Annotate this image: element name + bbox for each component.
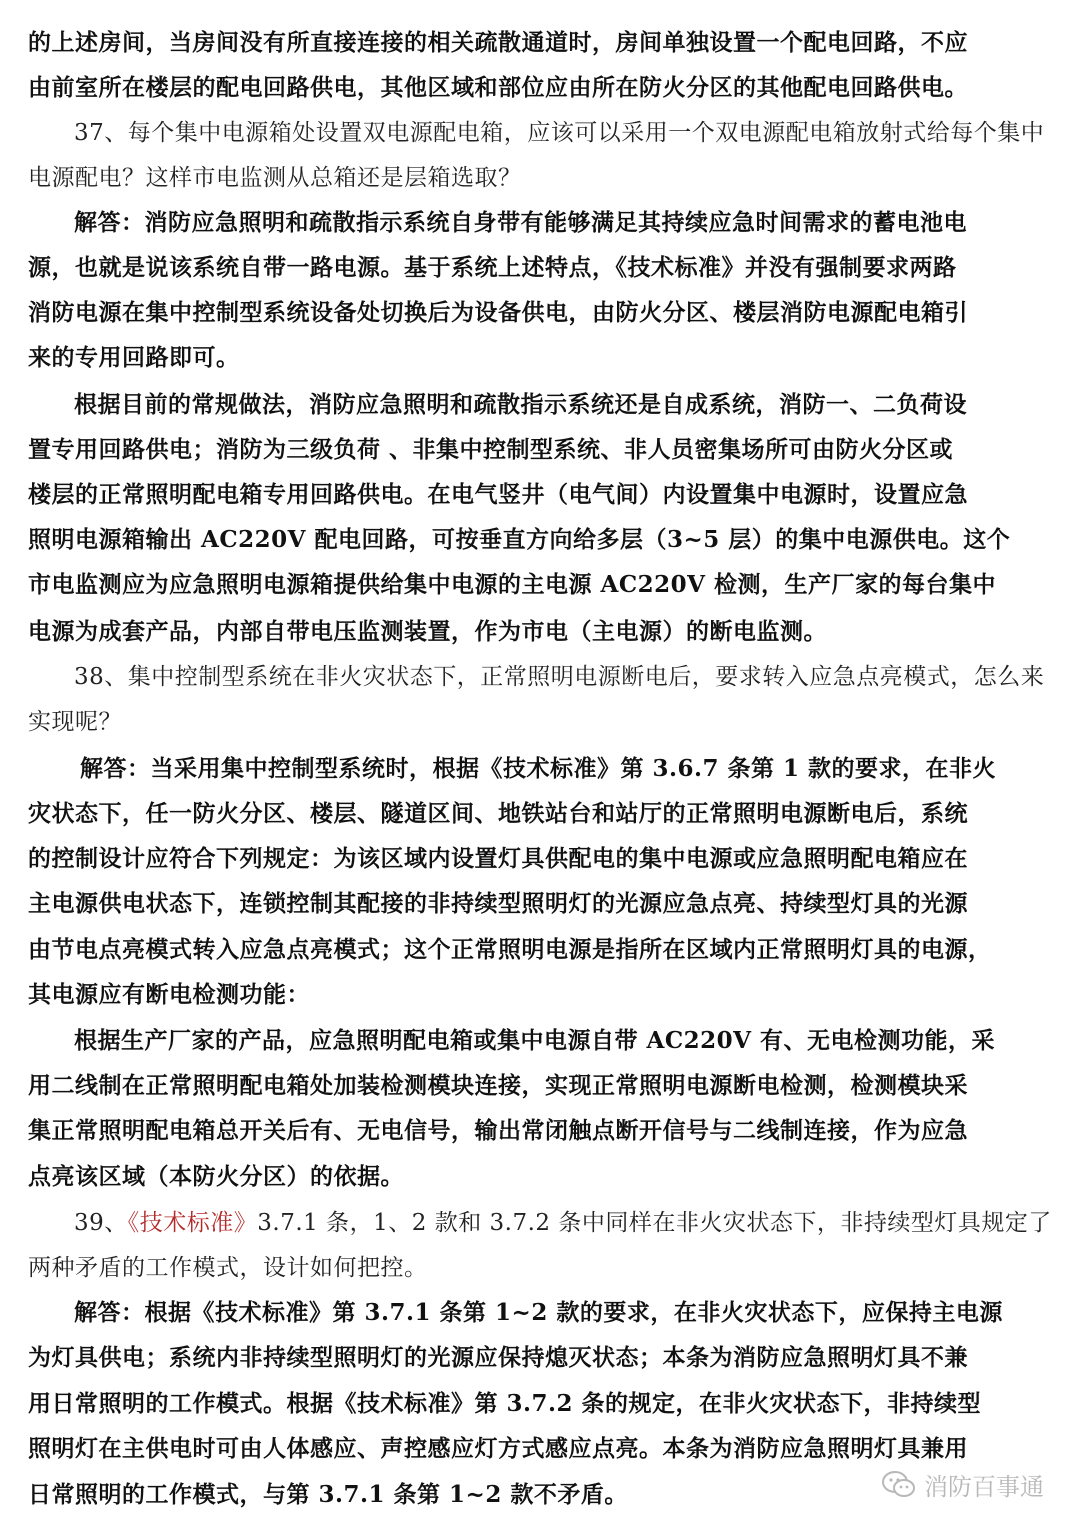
answer-line: 照明灯在主供电时可由人体感应、声控感应灯方式感应点亮。本条为消防应急照明灯具兼用 [28, 1435, 968, 1462]
answer-line: 解答：根据《技术标准》第 3.7.1 条第 1~2 款的要求，在非火灾状态下，应保持主电源 [74, 1299, 1003, 1326]
paragraph-line: 楼层的正常照明配电箱专用回路供电。在电气竖井（电气间）内设置集中电源时，设置应急 [28, 481, 968, 508]
paragraph-line: 根据生产厂家的产品，应急照明配电箱或集中电源自带 AC220V 有、无电检测功能，采 [74, 1027, 996, 1054]
watermark [882, 1467, 1044, 1502]
answer-line: 其电源应有断电检测功能： [28, 981, 310, 1008]
question-number: 39、 [74, 1210, 128, 1236]
answer-line: 由节电点亮模式转入应急点亮模式；这个正常照明电源是指所在区域内正常照明灯具的电源， [28, 936, 992, 963]
paragraph-line: 电源为成套产品，内部自带电压监测装置，作为市电（主电源）的断电监测。 [28, 618, 827, 645]
wechat-icon [882, 1471, 916, 1499]
paragraph-line: 市电监测应为应急照明电源箱提供给集中电源的主电源 AC220V 检测，生产厂家的每台集中 [28, 571, 997, 598]
standard-reference-highlight: 《技术标准》 [127, 1210, 258, 1236]
question-text: 3.7.1 条，1、2 款和 3.7.2 条中同样在非火灾状态下，非持续型灯具规定了 [257, 1210, 1052, 1236]
paragraph-line: 置专用回路供电；消防为三级负荷 、非集中控制型系统、非人员密集场所可由防火分区或 [28, 436, 954, 463]
question-38-line: 实现呢？ [28, 709, 122, 735]
question-38-line: 38、集中控制型系统在非火灾状态下，正常照明电源断电后，要求转入应急点亮模式，怎么来 [74, 664, 1045, 690]
answer-line: 的控制设计应符合下列规定：为该区域内设置灯具供配电的集中电源或应急照明配电箱应在 [28, 845, 968, 872]
paragraph-line: 根据目前的常规做法，消防应急照明和疏散指示系统还是自成系统，消防一、二负荷设 [74, 391, 967, 418]
answer-line: 解答：消防应急照明和疏散指示系统自身带有能够满足其持续应急时间需求的蓄电池电 [74, 209, 967, 236]
paragraph-line: 集正常照明配电箱总开关后有、无电信号，输出常闭触点断开信号与二线制连接，作为应急 [28, 1117, 968, 1144]
answer-line: 日常照明的工作模式，与第 3.7.1 条第 1~2 款不矛盾。 [28, 1481, 628, 1508]
answer-line: 来的专用回路即可。 [28, 344, 240, 371]
question-37-line: 37、每个集中电源箱处设置双电源配电箱，应该可以采用一个双电源配电箱放射式给每个集中 [74, 120, 1045, 146]
watermark-text: 消防百事通 [924, 1473, 1044, 1501]
text-line: 的上述房间，当房间没有所直接连接的相关疏散通道时，房间单独设置一个配电回路，不应 [28, 29, 968, 56]
answer-line: 消防电源在集中控制型系统设备处切换后为设备供电，由防火分区、楼层消防电源配电箱引 [28, 299, 968, 326]
answer-line: 为灯具供电；系统内非持续型照明灯的光源应保持熄灭状态；本条为消防应急照明灯具不兼 [28, 1344, 968, 1371]
paragraph-line: 用二线制在正常照明配电箱处加装检测模块连接，实现正常照明电源断电检测，检测模块采 [28, 1072, 968, 1099]
paragraph-line: 照明电源箱输出 AC220V 配电回路，可按垂直方向给多层（3~5 层）的集中电源供电。这个 [28, 526, 1011, 553]
answer-line: 主电源供电状态下，连锁控制其配接的非持续型照明灯的光源应急点亮、持续型灯具的光源 [28, 890, 968, 917]
answer-line: 用日常照明的工作模式。根据《技术标准》第 3.7.2 条的规定，在非火灾状态下，非持续型 [28, 1390, 982, 1417]
question-37-line: 电源配电？这样市电监测从总箱还是层箱选取？ [28, 165, 522, 191]
question-39-line [74, 1208, 1052, 1238]
answer-line: 解答：当采用集中控制型系统时，根据《技术标准》第 3.6.7 条第 1 款的要求，在非火 [80, 755, 997, 782]
text-line: 由前室所在楼层的配电回路供电，其他区域和部位应由所在防火分区的其他配电回路供电。 [28, 74, 968, 101]
answer-line: 源，也就是说该系统自带一路电源。基于系统上述特点，《技术标准》并没有强制要求两路 [28, 254, 957, 281]
answer-line: 灾状态下，任一防火分区、楼层、隧道区间、地铁站台和站厅的正常照明电源断电后，系统 [28, 800, 968, 827]
question-39-line: 两种矛盾的工作模式，设计如何把控。 [28, 1255, 428, 1281]
paragraph-line: 点亮该区域（本防火分区）的依据。 [28, 1163, 404, 1190]
